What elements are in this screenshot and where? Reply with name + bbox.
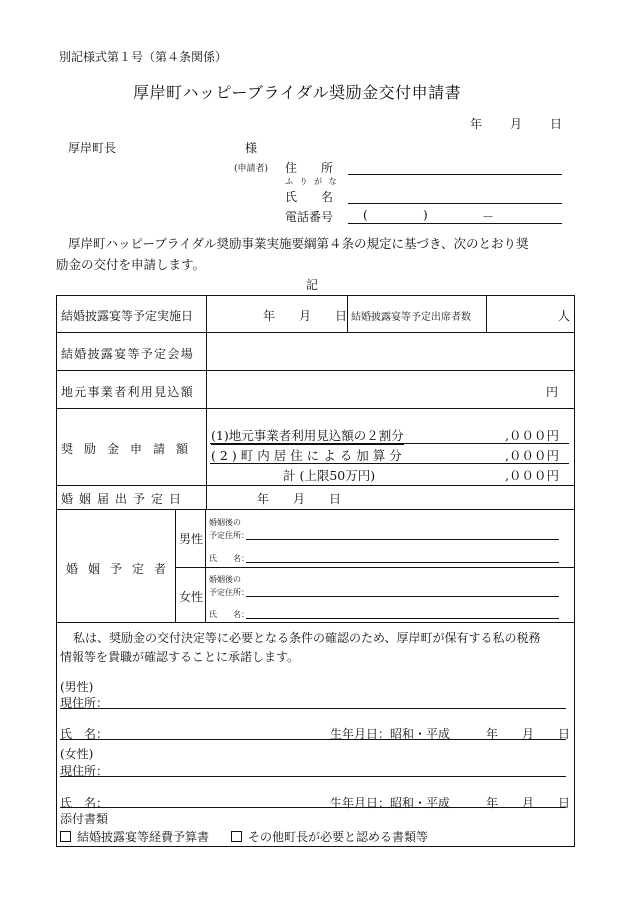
grant-item-1-amount[interactable]: ,０００円 [505, 428, 559, 443]
female-after-address-field[interactable] [246, 596, 559, 597]
statement-line2: 励金の交付を申請します。 [56, 257, 206, 272]
consent-line2: 情報等を貴職が確認することに承諾します。 [60, 650, 300, 664]
name-label: 氏 名 [285, 190, 334, 204]
phone-paren-close: ) [423, 208, 428, 222]
female-name-field-consent[interactable] [60, 807, 566, 808]
attachments-heading: 添付書類 [60, 812, 109, 826]
checkbox-icon[interactable] [60, 831, 71, 842]
couple-label: 婚姻予定者 [66, 562, 177, 576]
male-current-address-label: 現住所： [60, 696, 109, 710]
date-day: 日 [550, 117, 563, 131]
male-name-label-consent: 氏 名： [60, 727, 109, 741]
date-year: 年 [470, 117, 483, 131]
male-current-address-field[interactable] [60, 708, 566, 709]
attachment-item-2[interactable] [231, 828, 428, 845]
wedding-date-label: 結婚披露宴等予定実施日 [61, 309, 194, 323]
grant-total: 計 (上限50万円) [283, 468, 376, 483]
local-cost-label: 地元事業者利用見込額 [61, 385, 195, 399]
grant-total-amount[interactable]: ,０００円 [505, 468, 559, 483]
female-heading: (女性) [60, 747, 94, 761]
page-title: 厚岸町ハッピーブライダル奨励金交付申請書 [133, 83, 462, 102]
marriage-date-field[interactable]: 年 月 日 [257, 492, 342, 506]
female-name-label-consent: 氏 名： [60, 796, 109, 810]
date-month: 月 [510, 117, 523, 131]
consent-line1: 私は、奨励金の交付決定等に必要となる条件の確認のため、厚岸町が保有する私の税務 [73, 631, 541, 645]
honorific: 様 [245, 141, 258, 155]
venue-field[interactable] [210, 340, 570, 366]
mayor-addressee: 厚岸町長 [68, 141, 117, 155]
phone-dash: － [482, 210, 495, 224]
attendees-unit: 人 [558, 309, 571, 323]
female-after-address-label2: 予定住所： [209, 588, 249, 597]
grant-item-2: (2)町内居住による加算分 [211, 448, 406, 463]
marriage-date-label: 婚姻届出予定日 [61, 492, 188, 506]
attachment-item-2-label: その他町長が必要と認める書類等 [248, 830, 429, 844]
male-after-address-label1: 婚姻後の [209, 518, 241, 527]
female-current-address-field[interactable] [60, 776, 566, 777]
address-label: 住 所 [285, 161, 334, 175]
phone-label: 電話番号 [285, 210, 334, 224]
grant-label: 奨励金申請額 [61, 442, 200, 456]
address-field[interactable] [348, 174, 562, 175]
male-name-label: 氏 名： [209, 554, 249, 563]
male-after-address-label2: 予定住所： [209, 531, 249, 540]
phone-field[interactable] [348, 223, 562, 224]
attachment-item-1-label: 結婚披露宴等経費予算書 [77, 830, 210, 844]
female-name-field[interactable] [246, 618, 559, 619]
venue-label: 結婚披露宴等予定会場 [61, 347, 195, 361]
male-name-field[interactable] [246, 562, 559, 563]
applicant-label: (申請者) [234, 164, 269, 174]
male-after-address-field[interactable] [246, 539, 559, 540]
phone-paren-open: ( [363, 208, 368, 222]
grant-item-2-amount[interactable]: ,０００円 [505, 448, 559, 463]
name-field[interactable] [348, 203, 562, 204]
ki-heading: 記 [306, 278, 319, 292]
male-label: 男性 [179, 532, 204, 546]
female-name-label: 氏 名： [209, 610, 249, 619]
female-birthdate: 生年月日：昭和・平成 年 月 日 [330, 796, 571, 810]
male-name-field-consent[interactable] [60, 739, 566, 740]
female-current-address-label: 現住所： [60, 764, 109, 778]
male-birthdate: 生年月日：昭和・平成 年 月 日 [330, 727, 571, 741]
grant-item-1: (1)地元事業者利用見込額の２割分 [211, 428, 404, 443]
female-after-address-label1: 婚姻後の [209, 575, 241, 584]
female-label: 女性 [179, 590, 204, 604]
checkbox-icon[interactable] [231, 831, 242, 842]
furigana-label: ふ り が な [285, 177, 339, 186]
male-heading: (男性) [60, 680, 94, 694]
wedding-date-field[interactable]: 年 月 日 [263, 309, 348, 323]
local-cost-unit: 円 [546, 385, 559, 399]
attachment-item-1[interactable] [60, 828, 209, 845]
statement-line1: 厚岸町ハッピーブライダル奨励事業実施要綱第４条の規定に基づき、次のとおり奨 [68, 236, 529, 251]
attendees-label: 結婚披露宴等予定出席者数 [351, 312, 471, 323]
form-number: 別記様式第１号（第４条関係） [59, 50, 228, 64]
